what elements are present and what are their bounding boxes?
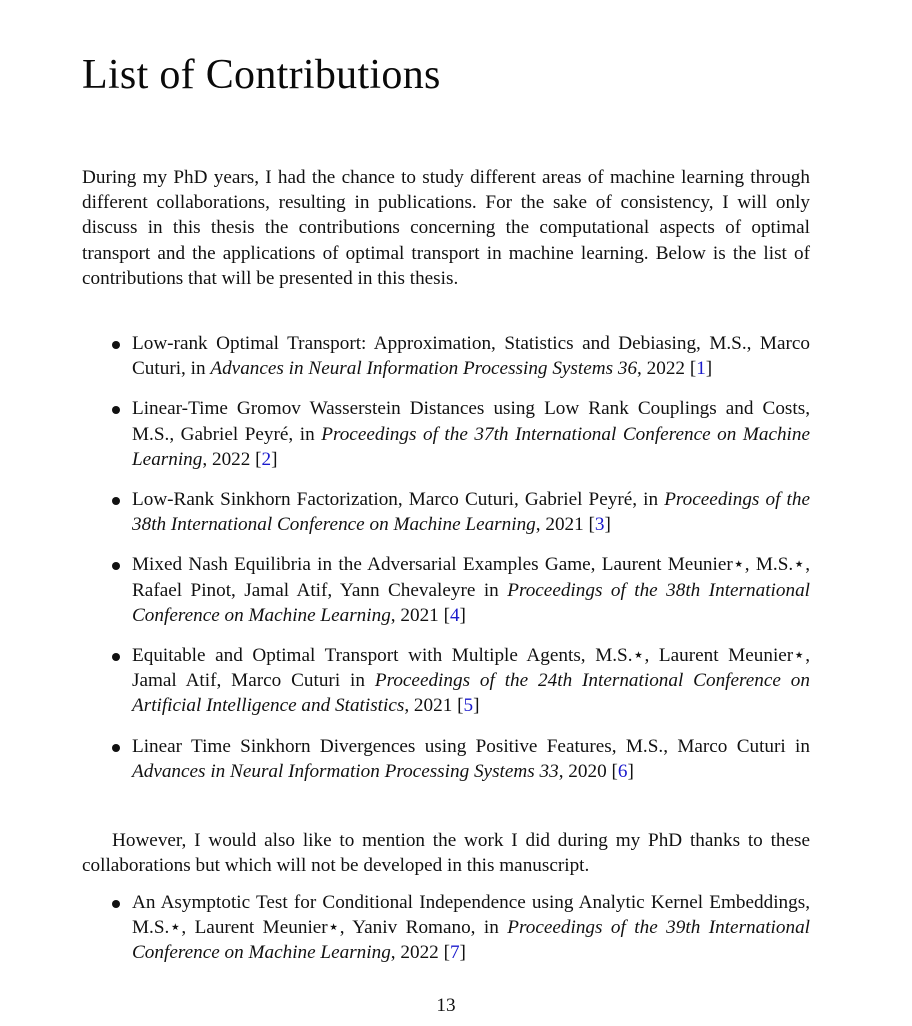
contribution-year: , 2020: [558, 760, 612, 782]
contribution-item: Linear Time Sinkhorn Divergences using Positive Features, M.S., Marco Cuturi in Advances in Neural Information Processing Systems 33, 2020 [6]: [82, 734, 810, 784]
contribution-year: , 2022: [637, 358, 690, 380]
intro-paragraph: During my PhD years, I had the chance to study different areas of machine learning through different collaborations, resulting in publications. For the sake of consistency, I will only discuss in this thesis the contributions concerning the computational aspects of optimal transport and the applications of optimal transport in machine learning. Below is the list of contributions that will be presented in this thesis.: [82, 167, 810, 289]
bullet-icon: [112, 744, 120, 752]
contribution-year: , 2022: [390, 942, 444, 964]
citation-link[interactable]: 1: [696, 358, 706, 380]
contribution-venue: Proceedings of the 37th International Conference on Machine Learning: [132, 423, 810, 470]
contribution-item: Low-Rank Sinkhorn Factorization, Marco Cuturi, Gabriel Peyré, in Proceedings of the 38th International Conference on Machine Learning, 2021 [3]: [82, 487, 810, 537]
contribution-year: , 2021: [390, 604, 444, 626]
bullet-icon: [112, 497, 120, 505]
contribution-year: , 2021: [404, 695, 458, 717]
contribution-venue: Proceedings of the 38th International Conference on Machine Learning: [132, 489, 810, 536]
bullet-icon: [112, 341, 120, 349]
contribution-venue: Proceedings of the 24th International Conference on Artificial Intelligence and Statistics: [132, 670, 810, 717]
page-number: 13: [436, 995, 456, 1016]
contribution-title-authors: An Asymptotic Test for Conditional Independence using Analytic Kernel Embeddings, M.S.⋆, Laurent Meunier⋆, Yaniv Romano, in: [132, 892, 810, 939]
citation-link[interactable]: 6: [617, 760, 628, 782]
contribution-title-authors: Linear-Time Gromov Wasserstein Distances using Low Rank Couplings and Costs, M.S., Gabriel Peyré, in: [132, 398, 810, 445]
contribution-title-authors: Mixed Nash Equilibria in the Adversarial Examples Game, Laurent Meunier⋆, M.S.⋆, Rafael Pinot, Jamal Atif, Yann Chevaleyre in: [132, 554, 810, 601]
bullet-icon: [112, 562, 120, 570]
contribution-year: , 2021: [535, 514, 589, 536]
contribution-venue: Advances in Neural Information Processing Systems 33: [132, 760, 559, 782]
contribution-item: Low-rank Optimal Transport: Approximation, Statistics and Debiasing, M.S., Marco Cuturi, in Advances in Neural Information Processing Systems 36, 2022 [1]: [82, 331, 810, 381]
contribution-venue: Advances in Neural Information Processing Systems 36: [210, 358, 638, 380]
citation-link[interactable]: 2: [261, 448, 272, 470]
bullet-icon: [112, 653, 120, 661]
contribution-title-authors: Linear Time Sinkhorn Divergences using Positive Features, M.S., Marco Cuturi in: [132, 735, 810, 757]
bullet-icon: [112, 406, 120, 414]
contribution-title-authors: Low-rank Optimal Transport: Approximation, Statistics and Debiasing, M.S., Marco Cuturi, in: [132, 333, 810, 380]
contribution-item: Mixed Nash Equilibria in the Adversarial Examples Game, Laurent Meunier⋆, M.S.⋆, Rafael Pinot, Jamal Atif, Yann Chevaleyre in Proceedings of the 38th International Conference on Machine Learning, 2021 [4]: [82, 552, 810, 628]
citation-link[interactable]: 5: [463, 695, 474, 717]
citation-link[interactable]: 3: [594, 514, 605, 536]
contribution-item: Equitable and Optimal Transport with Multiple Agents, M.S.⋆, Laurent Meunier⋆, Jamal Atif, Marco Cuturi in Proceedings of the 24th International Conference on Artificial Intelligence and Statistics, 2021 [5]: [82, 643, 810, 719]
contribution-item: Linear-Time Gromov Wasserstein Distances using Low Rank Couplings and Costs, M.S., Gabriel Peyré, in Proceedings of the 37th International Conference on Machine Learning, 2022 [2]: [82, 396, 810, 472]
contributions-list: [82, 331, 810, 799]
chapter-title: List of Contributions: [82, 52, 441, 98]
secondary-paragraph: However, I would also like to mention the work I did during my PhD thanks to these collaborations but which will not be developed in this manuscript.: [82, 830, 810, 877]
contribution-title-authors: Equitable and Optimal Transport with Multiple Agents, M.S.⋆, Laurent Meunier⋆, Jamal Atif, Marco Cuturi in: [132, 645, 810, 692]
citation-link[interactable]: 7: [449, 942, 460, 964]
contribution-item: An Asymptotic Test for Conditional Independence using Analytic Kernel Embeddings, M.S.⋆, Laurent Meunier⋆, Yaniv Romano, in Proceedings of the 39th International Conference on Machine Learning, 2022 [7]: [82, 890, 810, 966]
contribution-year: , 2022: [202, 448, 256, 470]
contribution-venue: Proceedings of the 38th International Conference on Machine Learning: [132, 579, 810, 626]
other-contributions-list: [82, 890, 810, 981]
contribution-venue: Proceedings of the 39th International Conference on Machine Learning: [132, 917, 810, 964]
citation-link[interactable]: 4: [449, 604, 460, 626]
contribution-title-authors: Low-Rank Sinkhorn Factorization, Marco Cuturi, Gabriel Peyré, in: [132, 489, 665, 511]
bullet-icon: [112, 900, 120, 908]
